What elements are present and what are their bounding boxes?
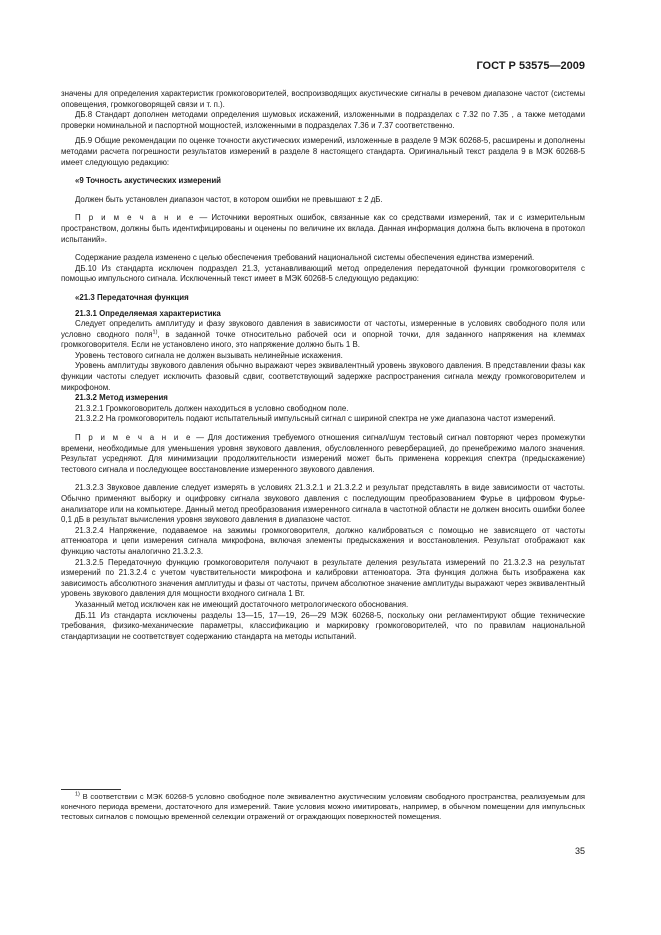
note-label: П р и м е ч а н и е: [75, 433, 193, 443]
paragraph: 21.3.2.3 Звуковое давление следует измерять в условиях 21.3.2.1 и 21.3.2.2 и результат представлять в виде зависимости от частоты. Обычно применяют выборку и оцифровку сигнала звукового давления с последующим преобразованием Фурье в цифровом Фурье-анализаторе или на компьютере. Данный метод преобразования измеренного сигнала в частотной области не должен вносить ошибки более 0,1 дБ в результат вычисления уровня звукового давления в диапазоне частот.: [61, 483, 585, 525]
footnote-mark: 1): [75, 791, 80, 798]
note-text: — Источники вероятных ошибок, связанные как со средствами измерений, так и с измерительным пространством, должны быть идентифицированы и оценены по величине их вклада. Данная информация должна быть включена в протокол испытаний».: [61, 213, 585, 244]
body-text: [61, 89, 585, 642]
footnote-ref: 1): [152, 329, 158, 336]
paragraph: Должен быть установлен диапазон частот, в котором ошибки не превышают ± 2 дБ.: [75, 194, 383, 204]
paragraph: 21.3.2.4 Напряжение, подаваемое на зажимы громкоговорителя, должно калиброваться с помощью не зависящего от частоты аттенюатора и цепи измерения сигнала микрофона, включая элементы предыскажения и восстановления. Результат отображают как функцию частоты аналогично 21.3.2.3.: [61, 525, 585, 556]
section-heading: «21.3 Передаточная функция: [75, 292, 189, 302]
note-text: — Для достижения требуемого отношения сигнал/шум тестовый сигнал повторяют через промежутки времени, необходимые для уменьшения уровня звукового давления, обусловленного реверберацией, до пренебрежимо малого значения. Результат усредняют. Для минимизации продолжительности измерений может быть применена коррекция спектра (предыскажение) тестового сигнала и последующее восстановление измеренного звукового давления.: [61, 433, 585, 474]
page-number: 35: [574, 846, 585, 856]
note-label: П р и м е ч а н и е: [75, 213, 196, 223]
paragraph: значены для определения характеристик громкоговорителей, воспроизводящих акустические сигналы в речевом диапазоне частот (системы оповещения, громкоговорящей связи и т. п.).: [61, 89, 585, 109]
paragraph-text: , в заданной точке относительно рабочей оси и опорной точки, для заданного напряжения на клеммах громкоговорителя. Если не установлено иного, это напряжение должно быть 1 В.: [61, 329, 586, 350]
note: [61, 213, 585, 245]
footnote-body: В соответствии с МЭК 60268-5 условно свободное поле эквивалентно акустическим условиям свободного пространства, реализуемым для конечного периода времени, достаточного для измерений. Такие условия можно имитировать, например, в обычном помещении для импульсных тестовых сигналов с помощью временной селекции отражений от ограждающих поверхностей помещения.: [61, 792, 585, 822]
paragraph: 21.3.2.1 Громкоговоритель должен находиться в условно свободном поле.: [75, 403, 349, 413]
paragraph: Указанный метод исключен как не имеющий достаточного метрологического обоснования.: [75, 599, 409, 609]
note: [61, 433, 585, 475]
paragraph: ДБ.11 Из стандарта исключены разделы 13—15, 17—19, 26—29 МЭК 60268-5, поскольку они регламентируют общие технические требования, физико-механические параметры, классификацию и маркировку громкоговорителей, что по правилам национальной стандартизации не соответствует содержанию стандарта на методы испытаний.: [61, 610, 585, 641]
paragraph: Уровень амплитуды звукового давления обычно выражают через эквивалентный уровень звукового давления. В представлении фазы как функции частоты следует исключить фазовый сдвиг, соответствующий задержке распространения сигнала между громкоговорителем и микрофоном.: [61, 361, 585, 392]
footnote: [61, 792, 585, 823]
subsection-heading: 21.3.1 Определяемая характеристика: [75, 308, 221, 318]
footnote-divider: [61, 789, 121, 790]
paragraph: 21.3.2.5 Передаточную функцию громкоговорителя получают в результате деления результата измерений по 21.3.2.3 на результат измерений по 21.3.2.4 с учетом чувствительности микрофона и калибровки аттенюатора. Эта функция должна быть изображена как зависимость абсолютного значения амплитуды и фазы от частоты, причем абсолютное значение амплитуды выражают через эквивалентный уровень звукового давления для мощности входного сигнала 1 Вт.: [61, 557, 585, 599]
paragraph: ДБ.10 Из стандарта исключен подраздел 21.3, устанавливающий метод определения передаточной функции громкоговорителя с помощью импульсного сигнала. Исключенный текст имеет в МЭК 60268-5 следующую редакцию:: [61, 263, 585, 284]
paragraph-text: Следует определить амплитуду и фазу звукового давления в зависимости от частоты, измеренные в условиях свободного поля или условно сводного поля: [61, 319, 585, 339]
paragraph: 21.3.2.2 На громкоговоритель подают испытательный импульсный сигнал с шириной спектра не уже диапазона частот измерений.: [75, 414, 556, 424]
standard-header: ГОСТ Р 53575—2009: [476, 60, 585, 72]
section-heading: «9 Точность акустических измерений: [75, 176, 222, 186]
footnote-text: [61, 792, 585, 823]
subsection-heading: 21.3.2 Метод измерения: [75, 393, 168, 403]
paragraph: [61, 319, 585, 351]
paragraph: ДБ.8 Стандарт дополнен методами определения шумовых искажений, изложенными в подразделах с 7.32 по 7.35 , а также методами проверки номинальной и паспортной мощностей, изложенными в подразделах 7.36 и 7.37 соответственно.: [61, 110, 585, 130]
paragraph: ДБ.9 Общие рекомендации по оценке точности акустических измерений, изложенные в разделе 9 МЭК 60268-5, расширены и дополнены методами расчета погрешности результатов измерений в разделе 8 настоящего стандарта. Оригинальный текст раздела 9 в МЭК 60268-5 имеет следующую редакцию:: [61, 136, 585, 167]
paragraph: Содержание раздела изменено с целью обеспечения требований национальной системы обеспечения единства измерений.: [75, 253, 535, 263]
paragraph: Уровень тестового сигнала не должен вызывать нелинейные искажения.: [75, 350, 343, 360]
